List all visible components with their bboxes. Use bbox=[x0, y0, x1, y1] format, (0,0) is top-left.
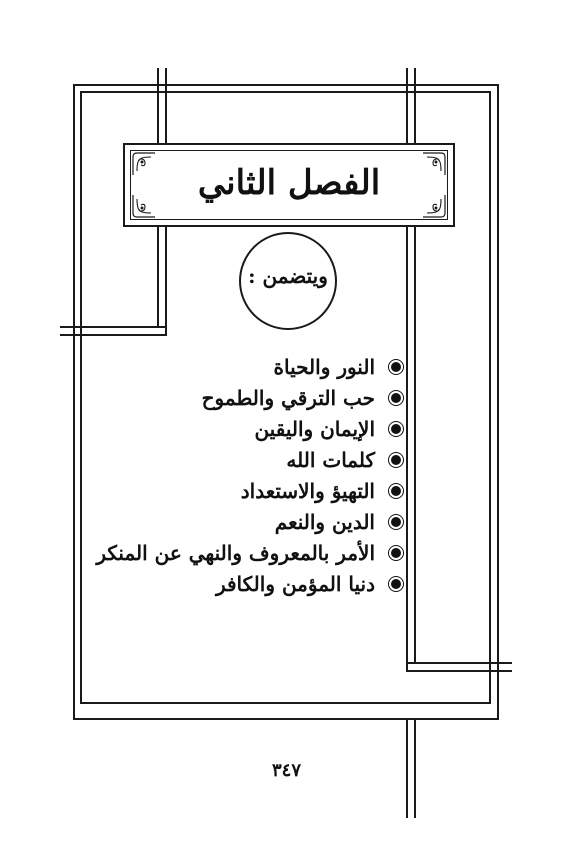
list-item bbox=[161, 414, 401, 445]
rule-left-h-a bbox=[60, 326, 167, 328]
topic-label: الأمر بالمعروف والنهي عن المنكر bbox=[96, 541, 375, 565]
bullet-icon bbox=[391, 455, 401, 465]
rule-right-h-a bbox=[406, 662, 512, 664]
topic-label: دنيا المؤمن والكافر bbox=[215, 572, 375, 596]
rule-right-h-b bbox=[406, 670, 512, 672]
list-item bbox=[96, 538, 401, 569]
intro-text: ويتضمن : bbox=[248, 264, 328, 288]
frame-outer-top bbox=[73, 84, 499, 86]
frame-outer-left bbox=[73, 84, 75, 720]
ornament-corner-icon bbox=[421, 151, 447, 177]
bullet-icon bbox=[391, 393, 401, 403]
ornament-corner-icon bbox=[421, 193, 447, 219]
frame-inner-left bbox=[80, 91, 82, 703]
chapter-title: الفصل الثاني bbox=[197, 163, 381, 203]
topic-label: النور والحياة bbox=[273, 355, 375, 379]
frame-inner-bottom bbox=[80, 702, 491, 704]
topic-label: الدين والنعم bbox=[274, 510, 375, 534]
page-number: ٣٤٧ bbox=[271, 760, 301, 781]
topic-label: التهيؤ والاستعداد bbox=[240, 479, 375, 503]
list-item bbox=[161, 383, 401, 414]
frame-outer-right bbox=[497, 84, 499, 720]
list-item bbox=[161, 352, 401, 383]
list-item bbox=[161, 445, 401, 476]
ornament-corner-icon bbox=[131, 193, 157, 219]
frame-inner-right bbox=[489, 91, 491, 703]
list-item bbox=[161, 476, 401, 507]
rule-left-h-b bbox=[60, 334, 167, 336]
frame-outer-bottom bbox=[73, 718, 499, 720]
bullet-icon bbox=[391, 486, 401, 496]
topic-label: كلمات الله bbox=[286, 448, 375, 472]
bullet-icon bbox=[391, 424, 401, 434]
ornament-corner-icon bbox=[131, 151, 157, 177]
list-item bbox=[161, 569, 401, 600]
frame-inner-top bbox=[80, 91, 490, 93]
topic-list bbox=[96, 352, 401, 600]
bullet-icon bbox=[391, 362, 401, 372]
bullet-icon bbox=[391, 579, 401, 589]
bullet-icon bbox=[391, 548, 401, 558]
topic-label: الإيمان واليقين bbox=[254, 417, 375, 441]
chapter-title-frame bbox=[123, 143, 455, 227]
list-item bbox=[161, 507, 401, 538]
topic-label: حب الترقي والطموح bbox=[201, 386, 375, 410]
bullet-icon bbox=[391, 517, 401, 527]
intro-circle bbox=[239, 232, 337, 330]
